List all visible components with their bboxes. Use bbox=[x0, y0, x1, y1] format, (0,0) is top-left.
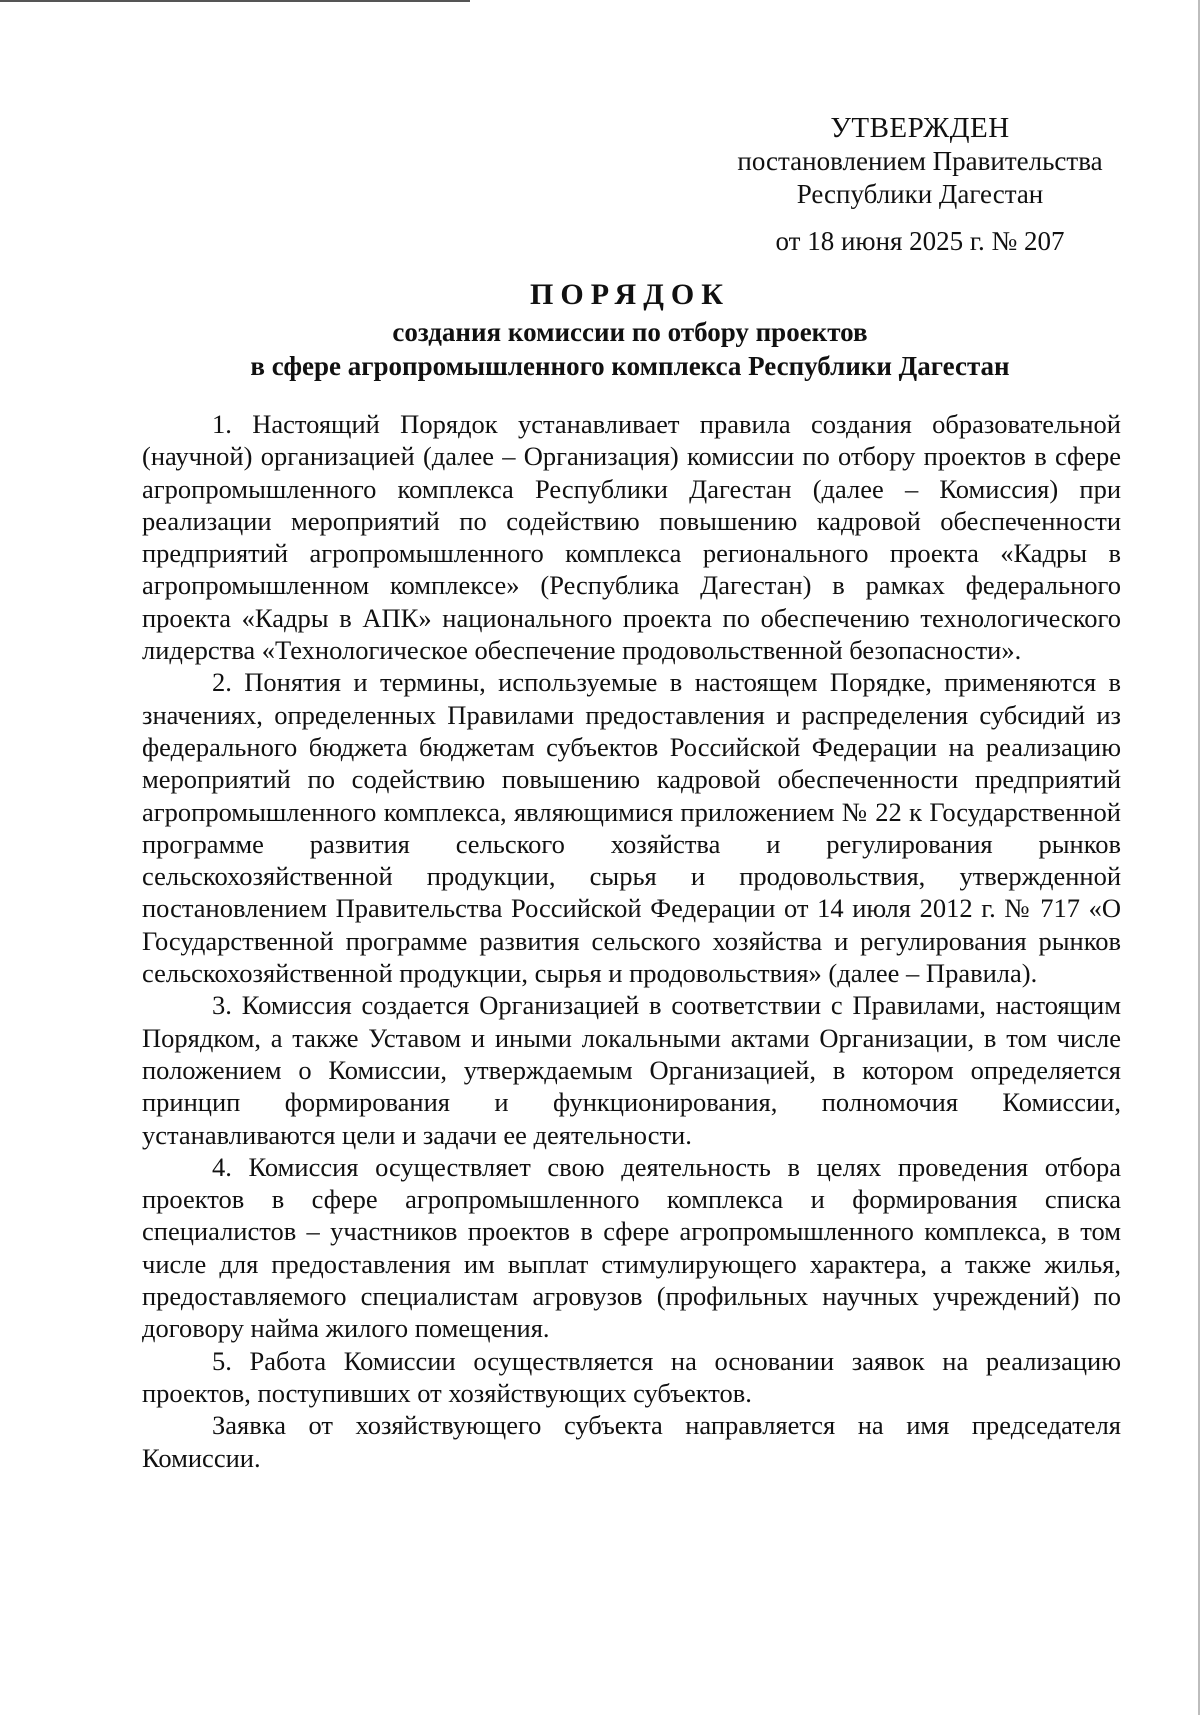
paragraph-4: 4. Комиссия осуществляет свою деятельность в целях проведения отбора проектов в сфере агропромышленного комплекса и формирования списка специалистов – участников проектов в сфере агропромышленного комплекса, в том числе для предоставления им выплат стимулирующего характера, а также жилья, предоставляемого специалистам агровузов (профильных научных учреждений) по договору найма жилого помещения. bbox=[142, 1151, 1121, 1344]
approval-date: от 18 июня 2025 г. № 207 bbox=[775, 226, 1065, 256]
document-body bbox=[142, 408, 1121, 1474]
paragraph-3: 3. Комиссия создается Организацией в соответствии с Правилами, настоящим Порядком, а также Уставом и иными локальными актами Организации, в том числе положением о Комиссии, утверждаемым Организацией, в котором определяется принцип формирования и функционирования, полномочия Комиссии, устанавливаются цели и задачи ее деятельности. bbox=[142, 990, 1121, 1150]
paragraph-2: 2. Понятия и термины, используемые в настоящем Порядке, применяются в значениях, определенных Правилами предоставления и распределения субсидий из федерального бюджета бюджетам субъектов Российской Федерации на реализацию мероприятий по содействию повышению кадровой обеспеченности предприятий агропромышленного комплекса, являющимися приложением № 22 к Государственной программе развития сельского хозяйства и регулирования рынков сельскохозяйственной продукции, сырья и продовольствия, утвержденной постановлением Правительства Российской Федерации от 14 июля 2012 г. № 717 «О Государственной программе развития сельского хозяйства и регулирования рынков сельскохозяйственной продукции, сырья и продовольствия» (далее – Правила). bbox=[142, 667, 1121, 989]
document-title: ПОРЯДОК bbox=[530, 278, 730, 311]
scan-edge-top bbox=[0, 0, 470, 2]
paragraph-1: 1. Настоящий Порядок устанавливает правила создания образовательной (научной) организацией (далее – Организация) комиссии по отбору проектов в сфере агропромышленного комплекса Республики Дагестан (далее – Комиссия) при реализации мероприятий по содействию повышению кадровой обеспеченности предприятий агропромышленного комплекса регионального проекта «Кадры в агропромышленном комплексе» (Республика Дагестан) в рамках федерального проекта «Кадры в АПК» национального проекта по обеспечению технологического лидерства «Технологическое обеспечение продовольственной безопасности». bbox=[142, 409, 1121, 666]
document-heading bbox=[130, 275, 1130, 383]
approval-issuer-line2: Республики Дагестан bbox=[796, 179, 1044, 209]
paragraph-5: 5. Работа Комиссии осуществляется на основании заявок на реализацию проектов, поступивших от хозяйствующих субъектов. bbox=[142, 1345, 1121, 1408]
approved-label: УТВЕРЖДЕН bbox=[830, 112, 1010, 144]
document-subtitle-line2: в сфере агропромышленного комплекса Республики Дагестан bbox=[250, 351, 1010, 381]
approval-stamp-block bbox=[700, 112, 1140, 258]
approval-issuer-line1: постановлением Правительства bbox=[737, 146, 1103, 176]
paragraph-6: Заявка от хозяйствующего субъекта направляется на имя председателя Комиссии. bbox=[142, 1410, 1121, 1473]
document-subtitle-line1: создания комиссии по отбору проектов bbox=[392, 317, 868, 347]
